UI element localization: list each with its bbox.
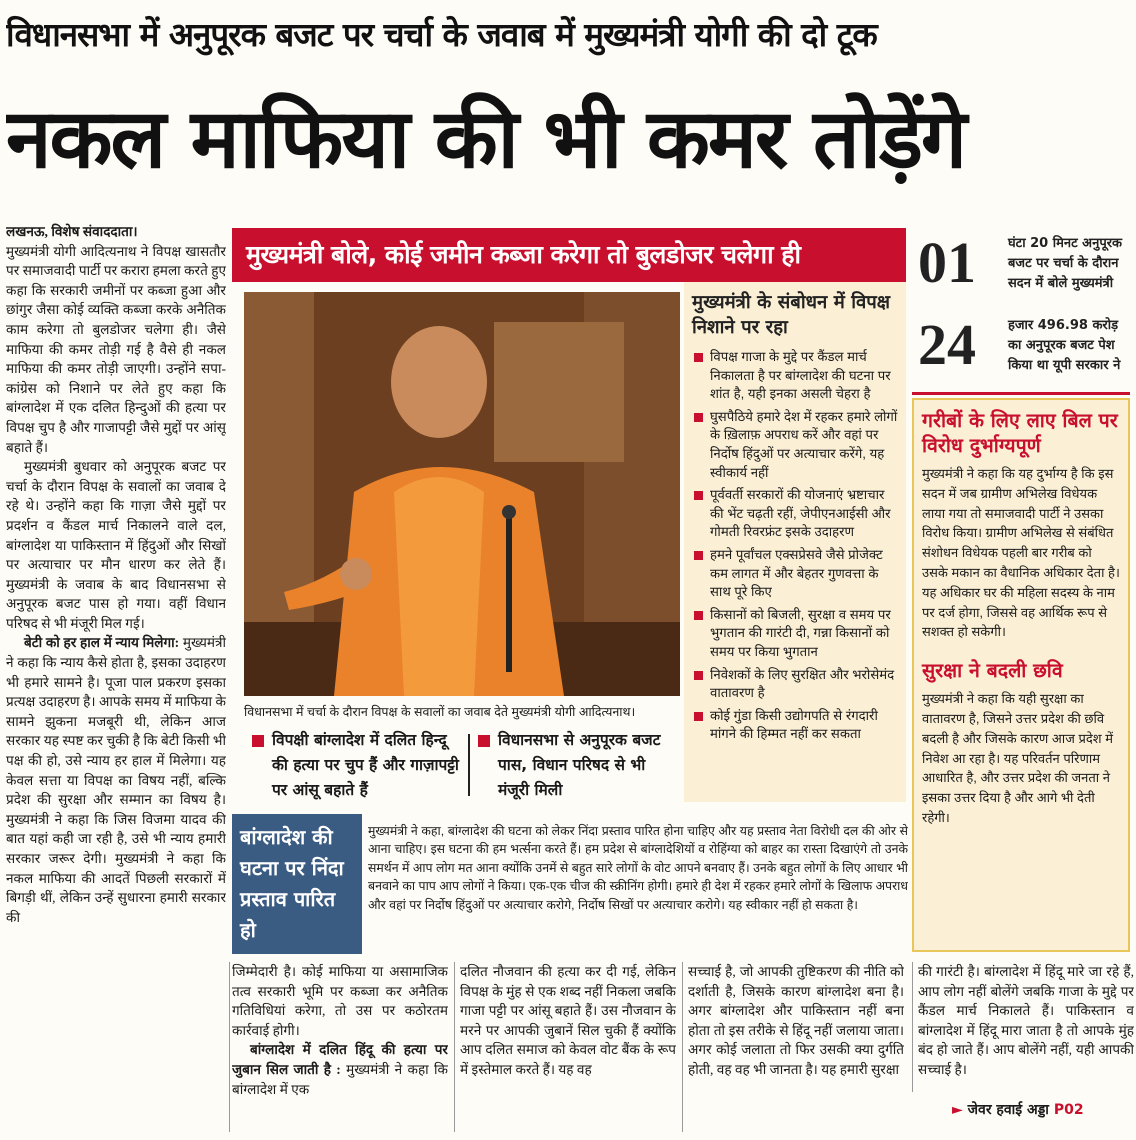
- bangladesh-text: मुख्यमंत्री ने कहा, बांग्लादेश की घटना को लेकर निंदा प्रस्ताव पारित होना चाहिए और यह प्रस्ताव नेता विरोधी दल की ओर से आना चाहिए। इस घटना की हम भर्त्सना करते हैं। हम प्रदेश से बांग्लादेशियों व रोहिंग्या को बाहर का रास्ता दिखाएंगे तो उनके समर्थन में आप लोग मत आना क्योंकि उनमें से बहुत सारे लोगों के वोट आपने बनवाए हैं। उनके बहुत लोगों के लिए आधार भी बनवाने का पाप आप लोगों ने किया। एक-एक चीज की स्क्रीनिंग होगी। हमारे ही देश में रहकर हमारे लोगों के खिलाफ अपराध और वहां पर निर्दोष हिंदुओं पर अत्याचार करोगे, निर्दोष सिखों पर अत्याचार करोगे। यह स्वीकार नहीं हो सकता है।: [368, 824, 908, 912]
- bottom-column-1-text: जिम्मेदारी है। कोई माफिया या असामाजिक तत्व सरकारी भूमि पर कब्जा कर अनैतिक गतिविधियां करेगा, तो उस पर कठोरतम कार्रवाई होगी।: [232, 964, 448, 1038]
- box-text-security: मुख्यमंत्री ने कहा कि यही सुरक्षा का वातावरण है, जिसने उत्तर प्रदेश की छवि बदली है और जिसके कारण आज प्रदेश में निवेश आ रहा है। यह परिवर्तन परिणाम आधारित है, और उत्तर प्रदेश की जनता ने इसका उत्तर दिया है और आगे भी देती रहेगी।: [922, 691, 1114, 825]
- main-headline: नकल माफिया की भी कमर तोड़ेंगे: [6, 92, 966, 187]
- bullet-square-icon: [694, 353, 703, 362]
- left-paragraph-3-text: मुख्यमंत्री ने कहा कि न्याय कैसे होता है, इसका उदाहरण भी हमारे सामने है। पूजा पाल प्रकरण इसका प्रत्यक्ष उदाहरण है। आपके समय में माफिया के सामने झुकना मजबूरी थी, लेकिन आज सरकार यह स्पष्ट कर चुकी है कि बेटी किसी भी पक्ष की हो, उसे न्याय हर हाल में मिलेगा। यह केवल सत्ता या विपक्ष का विषय नहीं, बल्कि प्रदेश की सुरक्षा और सम्मान का विषय है। मुख्यमंत्री ने कहा कि जिस विजमा यादव की बात यहां कही जा रही है, उसे भी न्याय हमारी सरकार जरूर देगी। मुख्यमंत्री ने कहा कि नकल माफिया की आदतें पिछली सरकारों में बिगड़ी थीं, लेकिन उन्हें सुधारना हमारी सरकार की: [6, 635, 226, 925]
- stats-box: [912, 228, 1130, 386]
- bottom-column-4-text: की गारंटी है। बांग्लादेश में हिंदू मारे जा रहे हैं, आप लोग नहीं बोलेंगे जबकि गाजा के मुद्दे पर कैंडल मार्च निकालते हैं। पाकिस्तान व बांग्लादेश में हिंदू मारा जाता है तो आपके मुंह बंद हो जाते हैं। आप बोलेंगे नहीं, यही आपकी सच्चाई है।: [918, 964, 1134, 1077]
- column-rule: [912, 962, 913, 1092]
- bottom-column-1-sub: [232, 1040, 448, 1099]
- bottom-column-1-cont: मुख्यमंत्री ने कहा कि बांग्लादेश में एक: [232, 1061, 448, 1097]
- stat-description: घंटा 20 मिनट अनुपूरक बजट पर चर्चा के दौरान सदन में बोले मुख्यमंत्री: [1008, 236, 1123, 291]
- highlight-point-2: [476, 728, 680, 808]
- bullet-square-icon: [694, 551, 703, 560]
- cm-photo: [244, 292, 680, 696]
- highlight-divider: [468, 734, 470, 796]
- column-rule: [229, 962, 230, 1132]
- highlight-point-1-text: विपक्षी बांग्लादेश में दलित हिन्दू की हत्या पर चुप हैं और गाज़ापट्टी पर आंसू बहाते हैं: [272, 731, 459, 799]
- bullet-square-icon: [694, 712, 703, 721]
- sidebar-item: [692, 707, 898, 744]
- bottom-column-3: [688, 962, 904, 1140]
- box-heading-bill: गरीबों के लिए लाए बिल पर विरोध दुर्भाग्यपूर्ण: [922, 409, 1118, 457]
- stat-number: 01: [918, 230, 976, 295]
- arrow-right-icon: ►: [952, 1102, 963, 1118]
- bullet-square-icon: [694, 671, 703, 680]
- box-heading-security: सुरक्षा ने बदली छवि: [922, 659, 1063, 683]
- sidebar-item: [692, 348, 898, 404]
- bottom-column-2: [460, 962, 676, 1140]
- dateline: लखनऊ, विशेष संवाददाता।: [6, 224, 138, 239]
- stat-description: हजार 496.98 करोड़ का अनुपूरक बजट पेश किया था यूपी सरकार ने: [1008, 318, 1121, 373]
- bullet-square-icon: [694, 611, 703, 620]
- sidebar-item-text: घुसपैठिये हमारे देश में रहकर हमारे लोगों के ख़िलाफ़ अपराध करें और वहां पर निर्दोष हिंदुओं पर अत्याचार करेंगे, यह स्वीकार्य नहीं: [710, 408, 898, 480]
- photo-caption: विधानसभा में चर्चा के दौरान विपक्ष के सवालों का जवाब देते मुख्यमंत्री योगी आदित्यनाथ।: [244, 705, 636, 719]
- jump-link[interactable]: [952, 1098, 1132, 1122]
- section-banner: मुख्यमंत्री बोले, कोई जमीन कब्जा करेगा तो बुलडोजर चलेगा ही: [232, 228, 906, 282]
- sidebar-item-text: कोई गुंडा किसी उद्योगपति से रंगदारी मांगने की हिम्मत नहीं कर सकता: [710, 707, 878, 742]
- left-subhead: बेटी को हर हाल में न्याय मिलेगा:: [24, 635, 180, 651]
- jump-text: जेवर हवाई अड्डा: [967, 1102, 1049, 1118]
- stats-divider: [912, 392, 1130, 395]
- side-box: [912, 398, 1130, 952]
- stat-item: [912, 228, 1130, 298]
- sidebar-item: [692, 486, 898, 542]
- jump-page: P02: [1053, 1102, 1084, 1118]
- column-rule: [682, 962, 683, 1132]
- bullet-square-icon: [694, 413, 703, 422]
- sidebar-item-text: निवेशकों के लिए सुरक्षित और भरोसेमंद वातावरण है: [710, 666, 895, 701]
- bottom-column-1: [232, 962, 448, 1140]
- sidebar-item-text: पूर्ववर्ती सरकारों की योजनाएं भ्रष्टाचार की भेंट चढ़ती रहीं, जेपीएनआईसी और गोमती रिवरफ्रंट इसके उदाहरण: [710, 487, 891, 540]
- highlight-point-2-text: विधानसभा से अनुपूरक बजट पास, विधान परिषद से भी मंजूरी मिली: [498, 731, 661, 799]
- stat-number: 24: [918, 312, 976, 377]
- left-paragraph-3: [6, 633, 226, 927]
- speech-sidebar: [684, 282, 906, 802]
- bottom-subhead: बांग्लादेश में दलित हिंदू की हत्या पर जुबान सिल जाती है :: [232, 1042, 448, 1077]
- bullet-square-icon: [478, 735, 490, 747]
- bullet-square-icon: [694, 491, 703, 500]
- sidebar-item: [692, 666, 898, 703]
- sidebar-title: मुख्यमंत्री के संबोधन में विपक्ष निशाने पर रहा: [692, 292, 891, 338]
- bangladesh-label: बांग्लादेश की घटना पर निंदा प्रस्ताव पारित हो: [232, 814, 362, 954]
- sidebar-item-text: किसानों को बिजली, सुरक्षा व समय पर भुगतान की गारंटी दी, गन्ना किसानों को समय पर किया भुगतान: [710, 606, 891, 659]
- sidebar-item: [692, 606, 898, 662]
- bottom-column-3-text: सच्चाई है, जो आपकी तुष्टिकरण की नीति को दर्शाती है, जिसके कारण बांग्लादेश बना है। अगर बांग्लादेश और पाकिस्तान नहीं बना होता तो इस तरीके से हिंदू नहीं जलाया जाता। अगर कोई जलाता तो फिर उसकी क्या दुर्गति होती, वह वह भी जानता है। यह हमारी सुरक्षा: [688, 964, 904, 1077]
- stat-item: [912, 310, 1130, 380]
- kicker-headline: विधानसभा में अनुपूरक बजट पर चर्चा के जवाब में मुख्यमंत्री योगी की दो टूक: [6, 15, 877, 54]
- left-paragraph-1: मुख्यमंत्री योगी आदित्यनाथ ने विपक्ष खासतौर पर समाजवादी पार्टी पर करारा हमला करते हुए कहा कि सरकारी जमीनों पर कब्जा हुआ और छांगुर जैसा कोई व्यक्ति कब्जा करके अनैतिक काम करेगा तो बुलडोजर चलेगा ही। जैसे माफिया की कमर तोड़ी गई है वैसे ही नकल माफिया की कमर तोड़ी जाएगी। उन्होंने सपा-कांग्रेस को निशाने पर लेते हुए कहा कि बांग्लादेश में एक दलित हिन्दुओं की हत्या पर विपक्ष चुप है और गाजापट्टी जैसे मुद्दों पर आंसू बहाते हैं।: [6, 243, 226, 455]
- sidebar-item-text: हमने पूर्वांचल एक्सप्रेसवे जैसे प्रोजेक्ट कम लागत में और बेहतर गुणवत्ता के साथ पूरे किए: [710, 546, 883, 600]
- left-paragraph-2: मुख्यमंत्री बुधवार को अनुपूरक बजट पर चर्चा के दौरान विपक्ष के सवालों का जवाब दे रहे थे। उन्होंने कहा कि गाज़ा जैसे मुद्दों पर प्रदर्शन व कैंडल मार्च निकालने वाले दल, बांग्लादेश या पाकिस्तान में हिंदुओं और सिखों पर अत्याचार पर मौन धारण कर लेते हैं। मुख्यमंत्री के जवाब के बाद विधानसभा से अनुपूरक बजट पास हो गया। वहीं विधान परिषद से भी मंजूरी मिल गई।: [6, 459, 226, 631]
- column-rule: [454, 962, 455, 1132]
- sidebar-item-text: विपक्ष गाजा के मुद्दे पर कैंडल मार्च निकालता है पर बांग्लादेश की घटना पर शांत है, यही इनका असली चेहरा है: [710, 349, 891, 402]
- highlight-point-1: [250, 728, 464, 808]
- cm-photo-illustration: [244, 292, 680, 696]
- sidebar-item: [692, 408, 898, 482]
- photo-highlights: [244, 728, 680, 808]
- left-column: [6, 222, 226, 962]
- box-text-bill: मुख्यमंत्री ने कहा कि यह दुर्भाग्य है कि इस सदन में जब ग्रामीण अभिलेख विधेयक लाया गया तो समाजवादी पार्टी ने उसका विरोध किया। ग्रामीण अभिलेख से संबंधित संशोधन विधेयक पहली बार गरीब को उसके मकान का वैधानिक अधिकार देता है। यह अधिकार घर की महिला सदस्य के नाम पर दर्ज होगा, जिससे वह आर्थिक रूप से सशक्त हो सकेगी।: [922, 466, 1120, 640]
- sidebar-item: [692, 546, 898, 602]
- bottom-column-2-text: दलित नौजवान की हत्या कर दी गई, लेकिन विपक्ष के मुंह से एक शब्द नहीं निकला जबकि गाजा पट्टी पर आंसू बहाते हैं। उस नौजवान के मरने पर आपकी जुबानें सिल चुकी हैं क्योंकि आप दलित समाज को केवल वोट बैंक के रूप में इस्तेमाल करते हैं। यह वह: [460, 964, 676, 1077]
- bullet-square-icon: [252, 735, 264, 747]
